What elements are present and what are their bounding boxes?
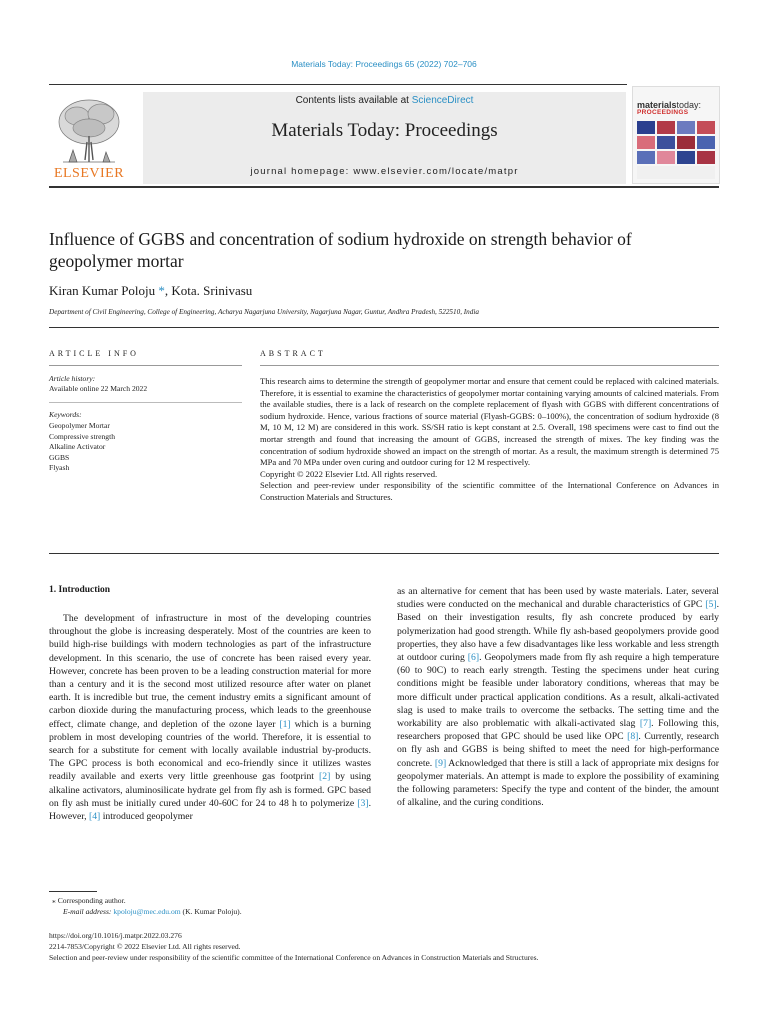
intro-text: . Based on their investigation results, fly ash concrete produced by early polymerization had good strength. While fly ash-based geopolymers provide good properties, they also have a few disadvantages like less workable and less strength at outdoor curing bbox=[397, 599, 719, 664]
section-heading-introduction: 1. Introduction bbox=[49, 585, 111, 595]
keywords-label: Keywords: bbox=[49, 410, 82, 419]
reference-link[interactable]: [6] bbox=[467, 652, 480, 664]
keyword-item: GGBS bbox=[49, 452, 70, 462]
journal-name: Materials Today: Proceedings bbox=[271, 120, 498, 141]
article-title: Influence of GGBS and concentration of sodium hydroxide on strength behavior of geopolymer mortar bbox=[49, 229, 632, 271]
reference-link[interactable]: [8] bbox=[627, 731, 639, 743]
doi-link[interactable]: https://doi.org/10.1016/j.matpr.2022.03.276 bbox=[49, 931, 182, 940]
intro-text: . However, bbox=[49, 797, 371, 823]
intro-text: . Following this, researchers proposed that GPC should be used like OPC bbox=[397, 718, 719, 743]
footer-peer-review: Selection and peer-review under responsibility of the scientific committee of the International Conference on Advances in Construction Materials and Structures. bbox=[49, 953, 539, 962]
journal-cover-thumbnail bbox=[632, 86, 720, 184]
author-1: Kiran Kumar Poloju bbox=[49, 283, 156, 298]
abstract-copyright: Copyright © 2022 Elsevier Ltd. All rights reserved. bbox=[260, 468, 438, 479]
article-info-divider bbox=[49, 365, 242, 366]
reference-link[interactable]: [4] bbox=[88, 811, 101, 823]
abstract-bottom-divider bbox=[49, 553, 719, 554]
reference-link[interactable]: [5] bbox=[705, 599, 717, 611]
footnote-divider bbox=[49, 891, 97, 892]
intro-text: . Currently, research on fly ash and GGBS is being shifted to meet the need for high-performance concrete. bbox=[397, 731, 720, 769]
cover-brand-1: materials bbox=[637, 100, 677, 110]
homepage-url-link[interactable]: www.elsevier.com/locate/matpr bbox=[353, 166, 519, 177]
reference-link[interactable]: [2] bbox=[319, 771, 331, 783]
contents-line bbox=[143, 95, 626, 106]
header-divider-bottom bbox=[49, 186, 719, 188]
reference-link[interactable]: [7] bbox=[639, 718, 652, 730]
elsevier-wordmark: ELSEVIER bbox=[53, 166, 125, 181]
intro-text: introduced geopolymer bbox=[100, 811, 193, 823]
cover-subtitle: PROCEEDINGS bbox=[637, 109, 689, 116]
author-separator: , bbox=[164, 283, 172, 298]
intro-text: The development of infrastructure in most of the developing countries throughout the globe is increasing desperately. Most of the countries are keen to build high-rise buildings with modern technologies as part of the infrastructure development. In this scenario, the use of concrete has been raised every year. However, concrete has been proven to be a leading construction material for more than a century and it is the second most utilized resource after water on planet earth. It is incredible but true, the cement industry emits a significant amount of carbon dioxide during the manufacturing process, which leads to the greenhouse effect, climate change, and depletion of the ozone layer bbox=[49, 613, 371, 730]
email-label: E-mail address: bbox=[63, 907, 114, 916]
homepage-prefix: journal homepage: bbox=[250, 166, 354, 177]
intro-text: by using alkaline activators, aluminosilicate hydrate gel from fly ash is formed. GPC based on fly ash must be initially cured under 40-60C for 24 to 48 h to polymerize bbox=[49, 771, 372, 809]
keyword-item: Compressive strength bbox=[49, 431, 116, 441]
abstract-body bbox=[260, 376, 719, 504]
keywords-divider bbox=[49, 402, 242, 403]
reference-link[interactable]: [9] bbox=[434, 757, 447, 769]
author-list bbox=[49, 283, 252, 299]
intro-text: . Geopolymers made from fly ash require a high temperature (60 to 90C) to reach early strength. Testing the specimens under heat curing conditions might be feasible under laboratory conditions, whereas that may be more difficult under practical application conditions. As a result, alkali-activated slag is used to make trails to overcome the setbacks. The setting time and the workability are also problematic with alkali-activated slag bbox=[397, 652, 719, 730]
author-email-link[interactable]: kpoloju@mec.edu.om bbox=[113, 907, 181, 916]
reference-link[interactable]: [1] bbox=[279, 718, 291, 730]
article-info-heading: ARTICLE INFO bbox=[49, 349, 139, 358]
cover-mosaic-image bbox=[637, 121, 715, 179]
intro-text: Acknowledged that there is still a lack of appropriate mix designs for geopolymer materials. An attempt is made to explore the possibility of examining the following parameters: Specify the type and content of the binder, the amount of alkaline, and the curing conditions. bbox=[397, 757, 719, 809]
article-history-value: Available online 22 March 2022 bbox=[49, 384, 148, 393]
corresponding-author-mark[interactable]: * bbox=[155, 283, 165, 298]
corresponding-author-note: ⁎ Corresponding author. bbox=[52, 896, 126, 905]
header-divider-top bbox=[49, 84, 627, 85]
author-2: Kota. Srinivasu bbox=[171, 283, 253, 298]
intro-text: as an alternative for cement that has been used by waste materials. Later, several studies were conducted on the mechanical and durable characteristics of GPC bbox=[397, 586, 719, 611]
journal-homepage-line bbox=[143, 166, 626, 177]
abstract-divider bbox=[260, 365, 719, 366]
abstract-paragraph: This research aims to determine the strength of geopolymer mortar and ensure that cement could be replaced with calcined materials. Therefore, it is essential to examine the characteristics of geopolymer mortar containing varying amounts of calcined materials. From the available studies, there is a lack of research on the complete replacement of flyash with GGBS with different concentrations of sodium hydroxide. Hence, various fractions of source material (Flyash-GGBS: 0–100%), the concentration of sodium hydroxide (8 M, 10 M, 12 M) are considered in this work. SS/SH ratio is kept constant at 2.5. Overall, 198 specimens were cast to find out the mortar strength and found that increasing the amount of GGBS, increased the strength of mixes. The key finding was the concentration of sodium hydroxide showed an impact on the strength of mortar. As a result, the maximum strength is determined 75 MPa and 70 MPa under oven curing and outdoor curing for 12 M respectively. bbox=[260, 376, 719, 468]
contents-prefix: Contents lists available at bbox=[295, 95, 412, 106]
journal-reference[interactable]: Materials Today: Proceedings 65 (2022) 702–706 bbox=[291, 59, 477, 69]
keywords-list bbox=[49, 421, 115, 474]
abstract-peer-review: Selection and peer-review under responsibility of the scientific committee of the International Conference on Advances in Construction Materials and Structures. bbox=[260, 480, 719, 502]
title-divider bbox=[49, 327, 719, 328]
keyword-item: Geopolymer Mortar bbox=[49, 421, 110, 430]
author-affiliation: Department of Civil Engineering, College of Engineering, Acharya Nagarjuna University, Nagarjuna Nagar, Guntur, Andhra Pradesh, 522510, India bbox=[49, 308, 479, 316]
abstract-heading: ABSTRACT bbox=[260, 349, 326, 358]
cover-brand-2: today: bbox=[676, 100, 702, 110]
sciencedirect-link[interactable]: ScienceDirect bbox=[411, 95, 474, 106]
intro-text: which is a burning problem in most developing countries of the world. Therefore, it is essential to search for a substitute for cement with locally available industrial by-products. The GPC process is both economical and eco-friendly since it utilizes wastes readily available and exerts very little greenhouse gas footprint bbox=[49, 718, 371, 783]
email-suffix: (K. Kumar Poloju). bbox=[180, 907, 242, 916]
keyword-item: Alkaline Activator bbox=[49, 442, 106, 451]
author-email-note bbox=[63, 907, 242, 917]
reference-link[interactable]: [3] bbox=[357, 797, 369, 809]
body-column-right bbox=[397, 585, 719, 809]
body-column-left bbox=[49, 612, 371, 823]
issn-copyright: 2214-7853/Copyright © 2022 Elsevier Ltd. All rights reserved. bbox=[49, 942, 241, 951]
article-history-label: Article history: bbox=[49, 374, 96, 383]
keyword-item: Flyash bbox=[49, 463, 70, 472]
